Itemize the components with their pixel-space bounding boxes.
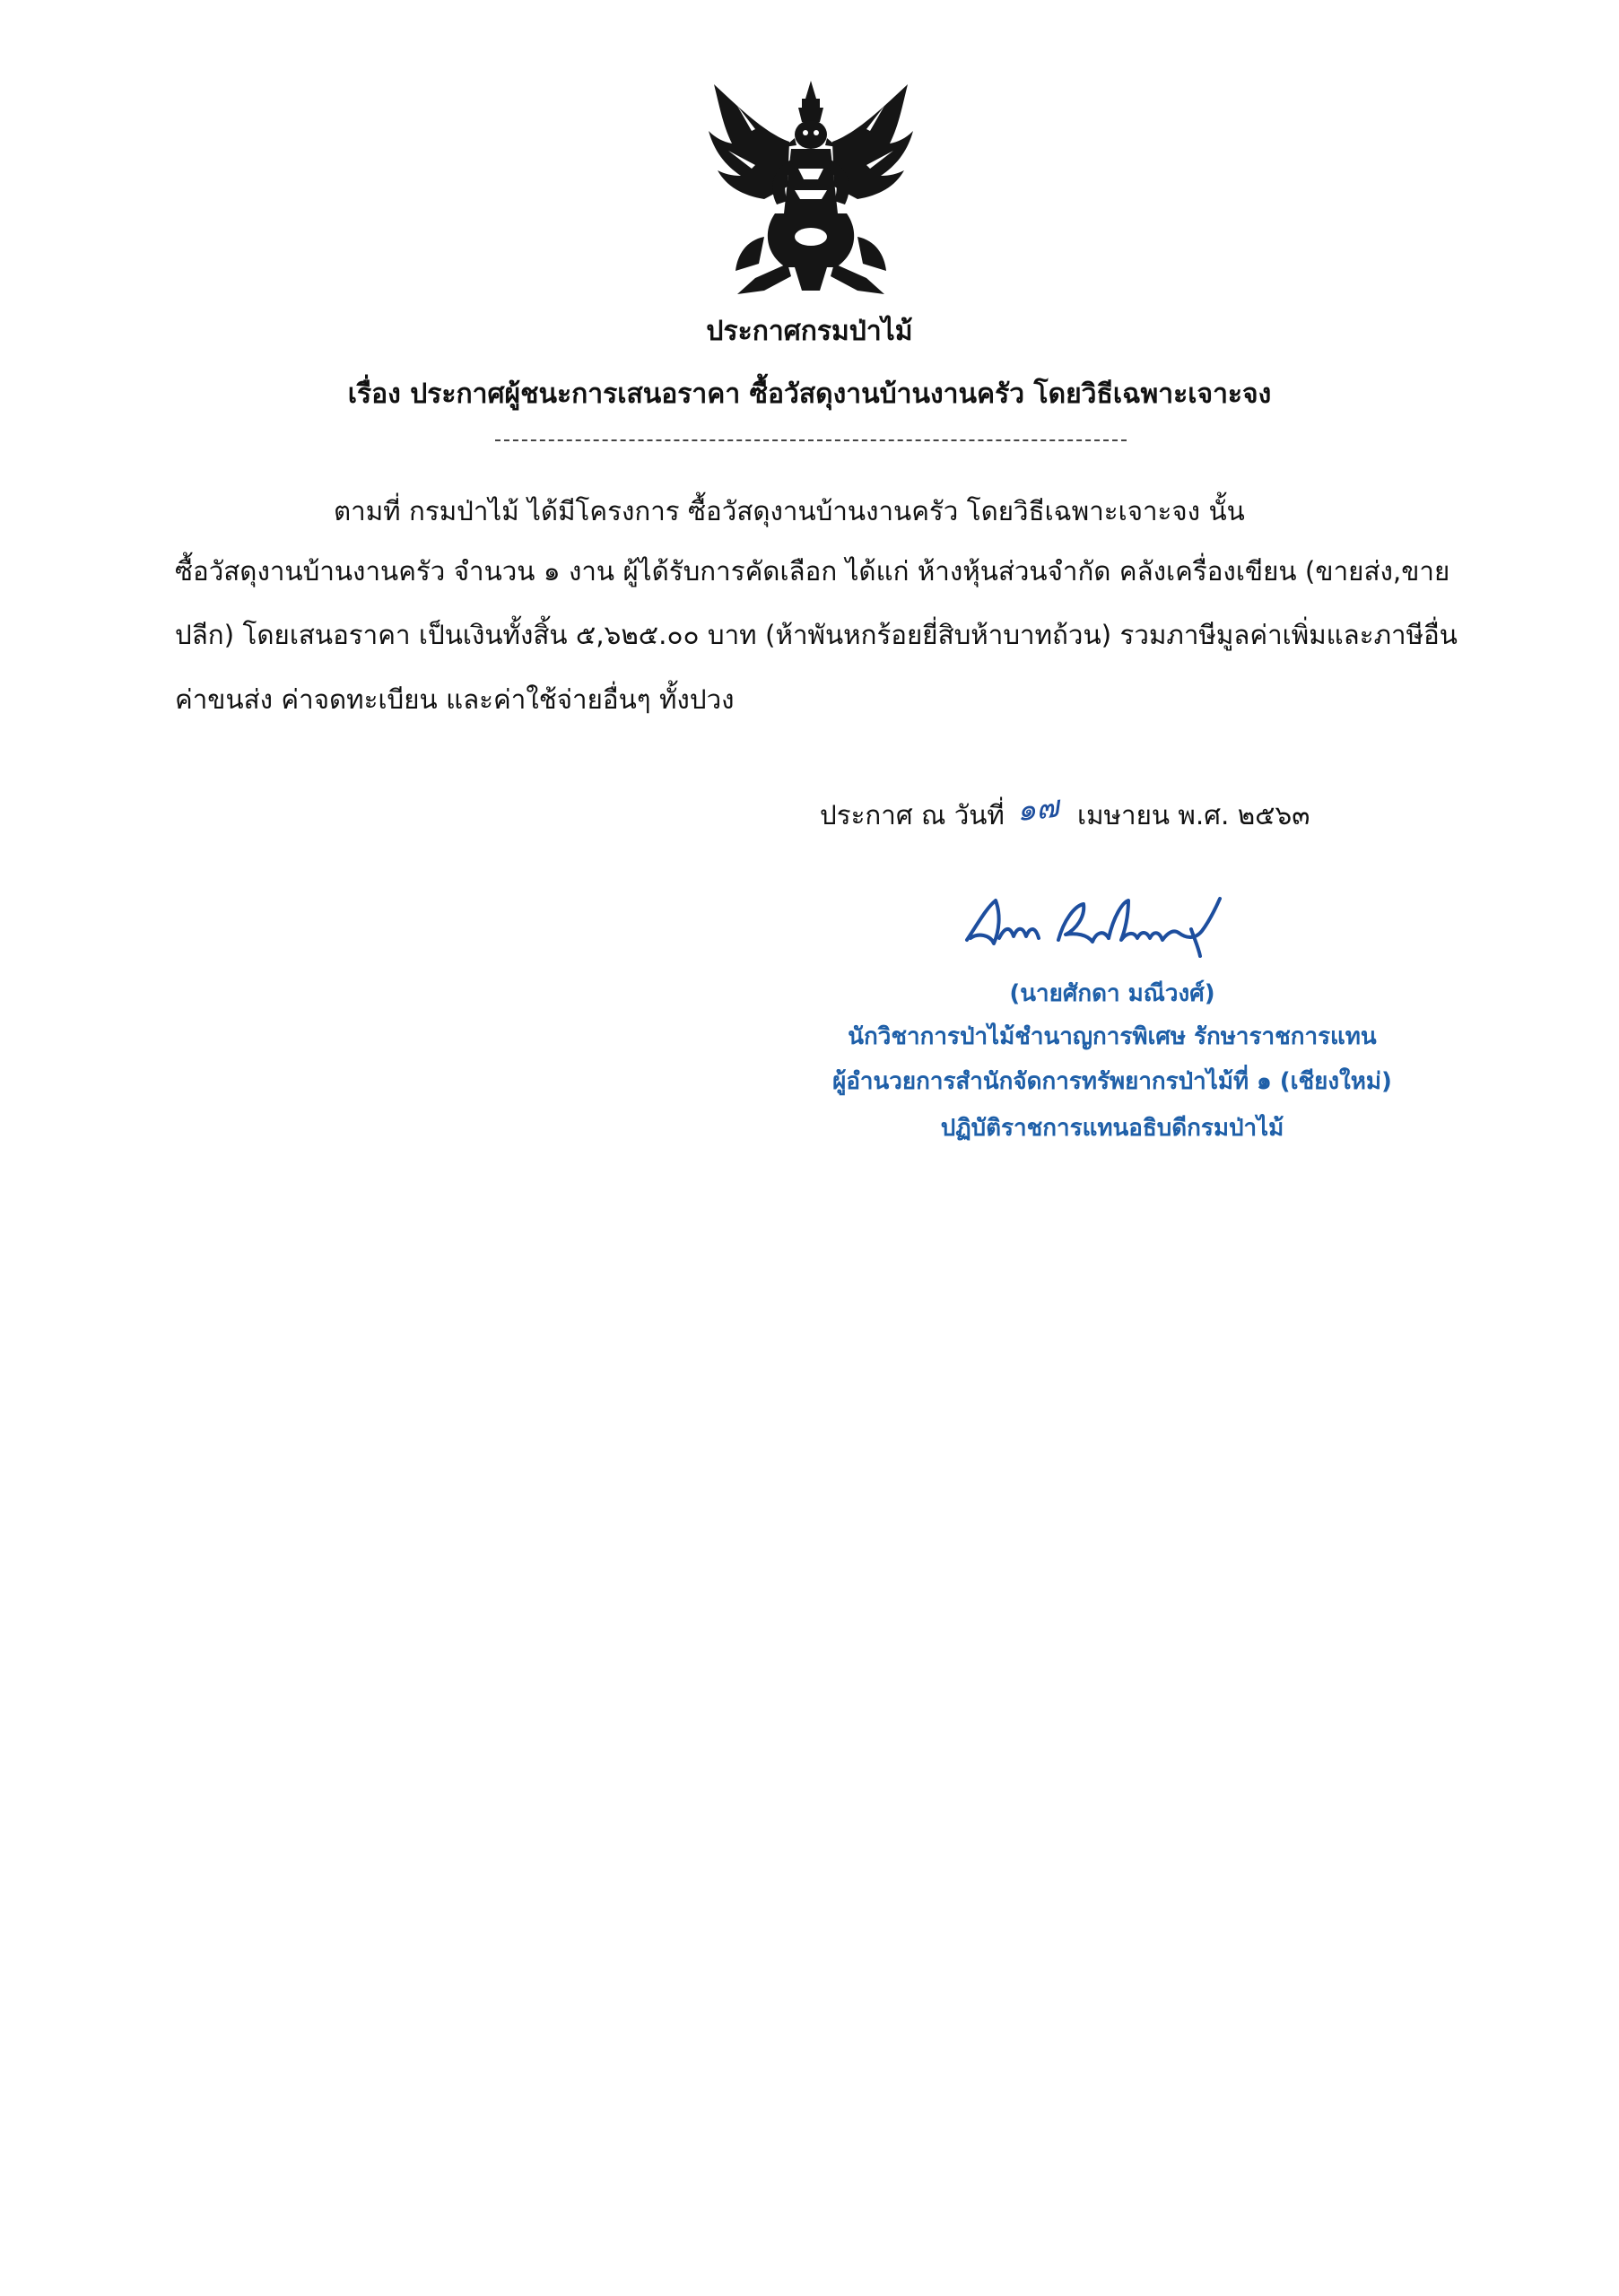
announcement-date	[820, 788, 1310, 833]
garuda-emblem-icon	[701, 79, 920, 296]
announcement-title: ประกาศกรมป่าไม้	[706, 316, 913, 347]
date-month-year: เมษายน พ.ศ. ๒๕๖๓	[1077, 800, 1310, 831]
body-line-3: ปลีก) โดยเสนอราคา เป็นเงินทั้งสิ้น ๕,๖๒๕.๐๐ บาท (ห้าพันหกร้อยยี่สิบห้าบาทถ้วน) รวมภาษีมูลค่าเพิ่มและภาษีอื่น	[175, 620, 1458, 650]
date-prefix: ประกาศ ณ วันที่	[820, 800, 1005, 831]
handwritten-signature-icon	[960, 888, 1247, 960]
signatory-acting: ปฏิบัติราชการแทนอธิบดีกรมป่าไม้	[940, 1115, 1284, 1142]
signatory-name: (นายศักดา มณีวงศ์)	[1009, 980, 1215, 1007]
announcement-subject: เรื่อง ประกาศผู้ชนะการเสนอราคา ซื้อวัสดุงานบ้านงานครัว โดยวิธีเฉพาะเจาะจง	[347, 378, 1272, 410]
body-line-1: ตามที่ กรมป่าไม้ ได้มีโครงการ ซื้อวัสดุงานบ้านงานครัว โดยวิธีเฉพาะเจาะจง นั้น	[334, 496, 1245, 526]
title-divider	[495, 439, 1127, 441]
body-line-4: ค่าขนส่ง ค่าจดทะเบียน และค่าใช้จ่ายอื่นๆ ทั้งปวง	[175, 684, 735, 715]
body-line-2: ซื้อวัสดุงานบ้านงานครัว จำนวน ๑ งาน ผู้ได้รับการคัดเลือก ได้แก่ ห้างหุ้นส่วนจำกัด คลังเครื่องเขียน (ขายส่ง,ขาย	[175, 556, 1450, 587]
signatory-position: นักวิชาการป่าไม้ชำนาญการพิเศษ รักษาราชการแทน	[848, 1023, 1377, 1050]
date-day: ๑๗	[1014, 788, 1061, 830]
signatory-office: ผู้อำนวยการสำนักจัดการทรัพยากรป่าไม้ที่ ๑ (เชียงใหม่)	[832, 1068, 1392, 1095]
